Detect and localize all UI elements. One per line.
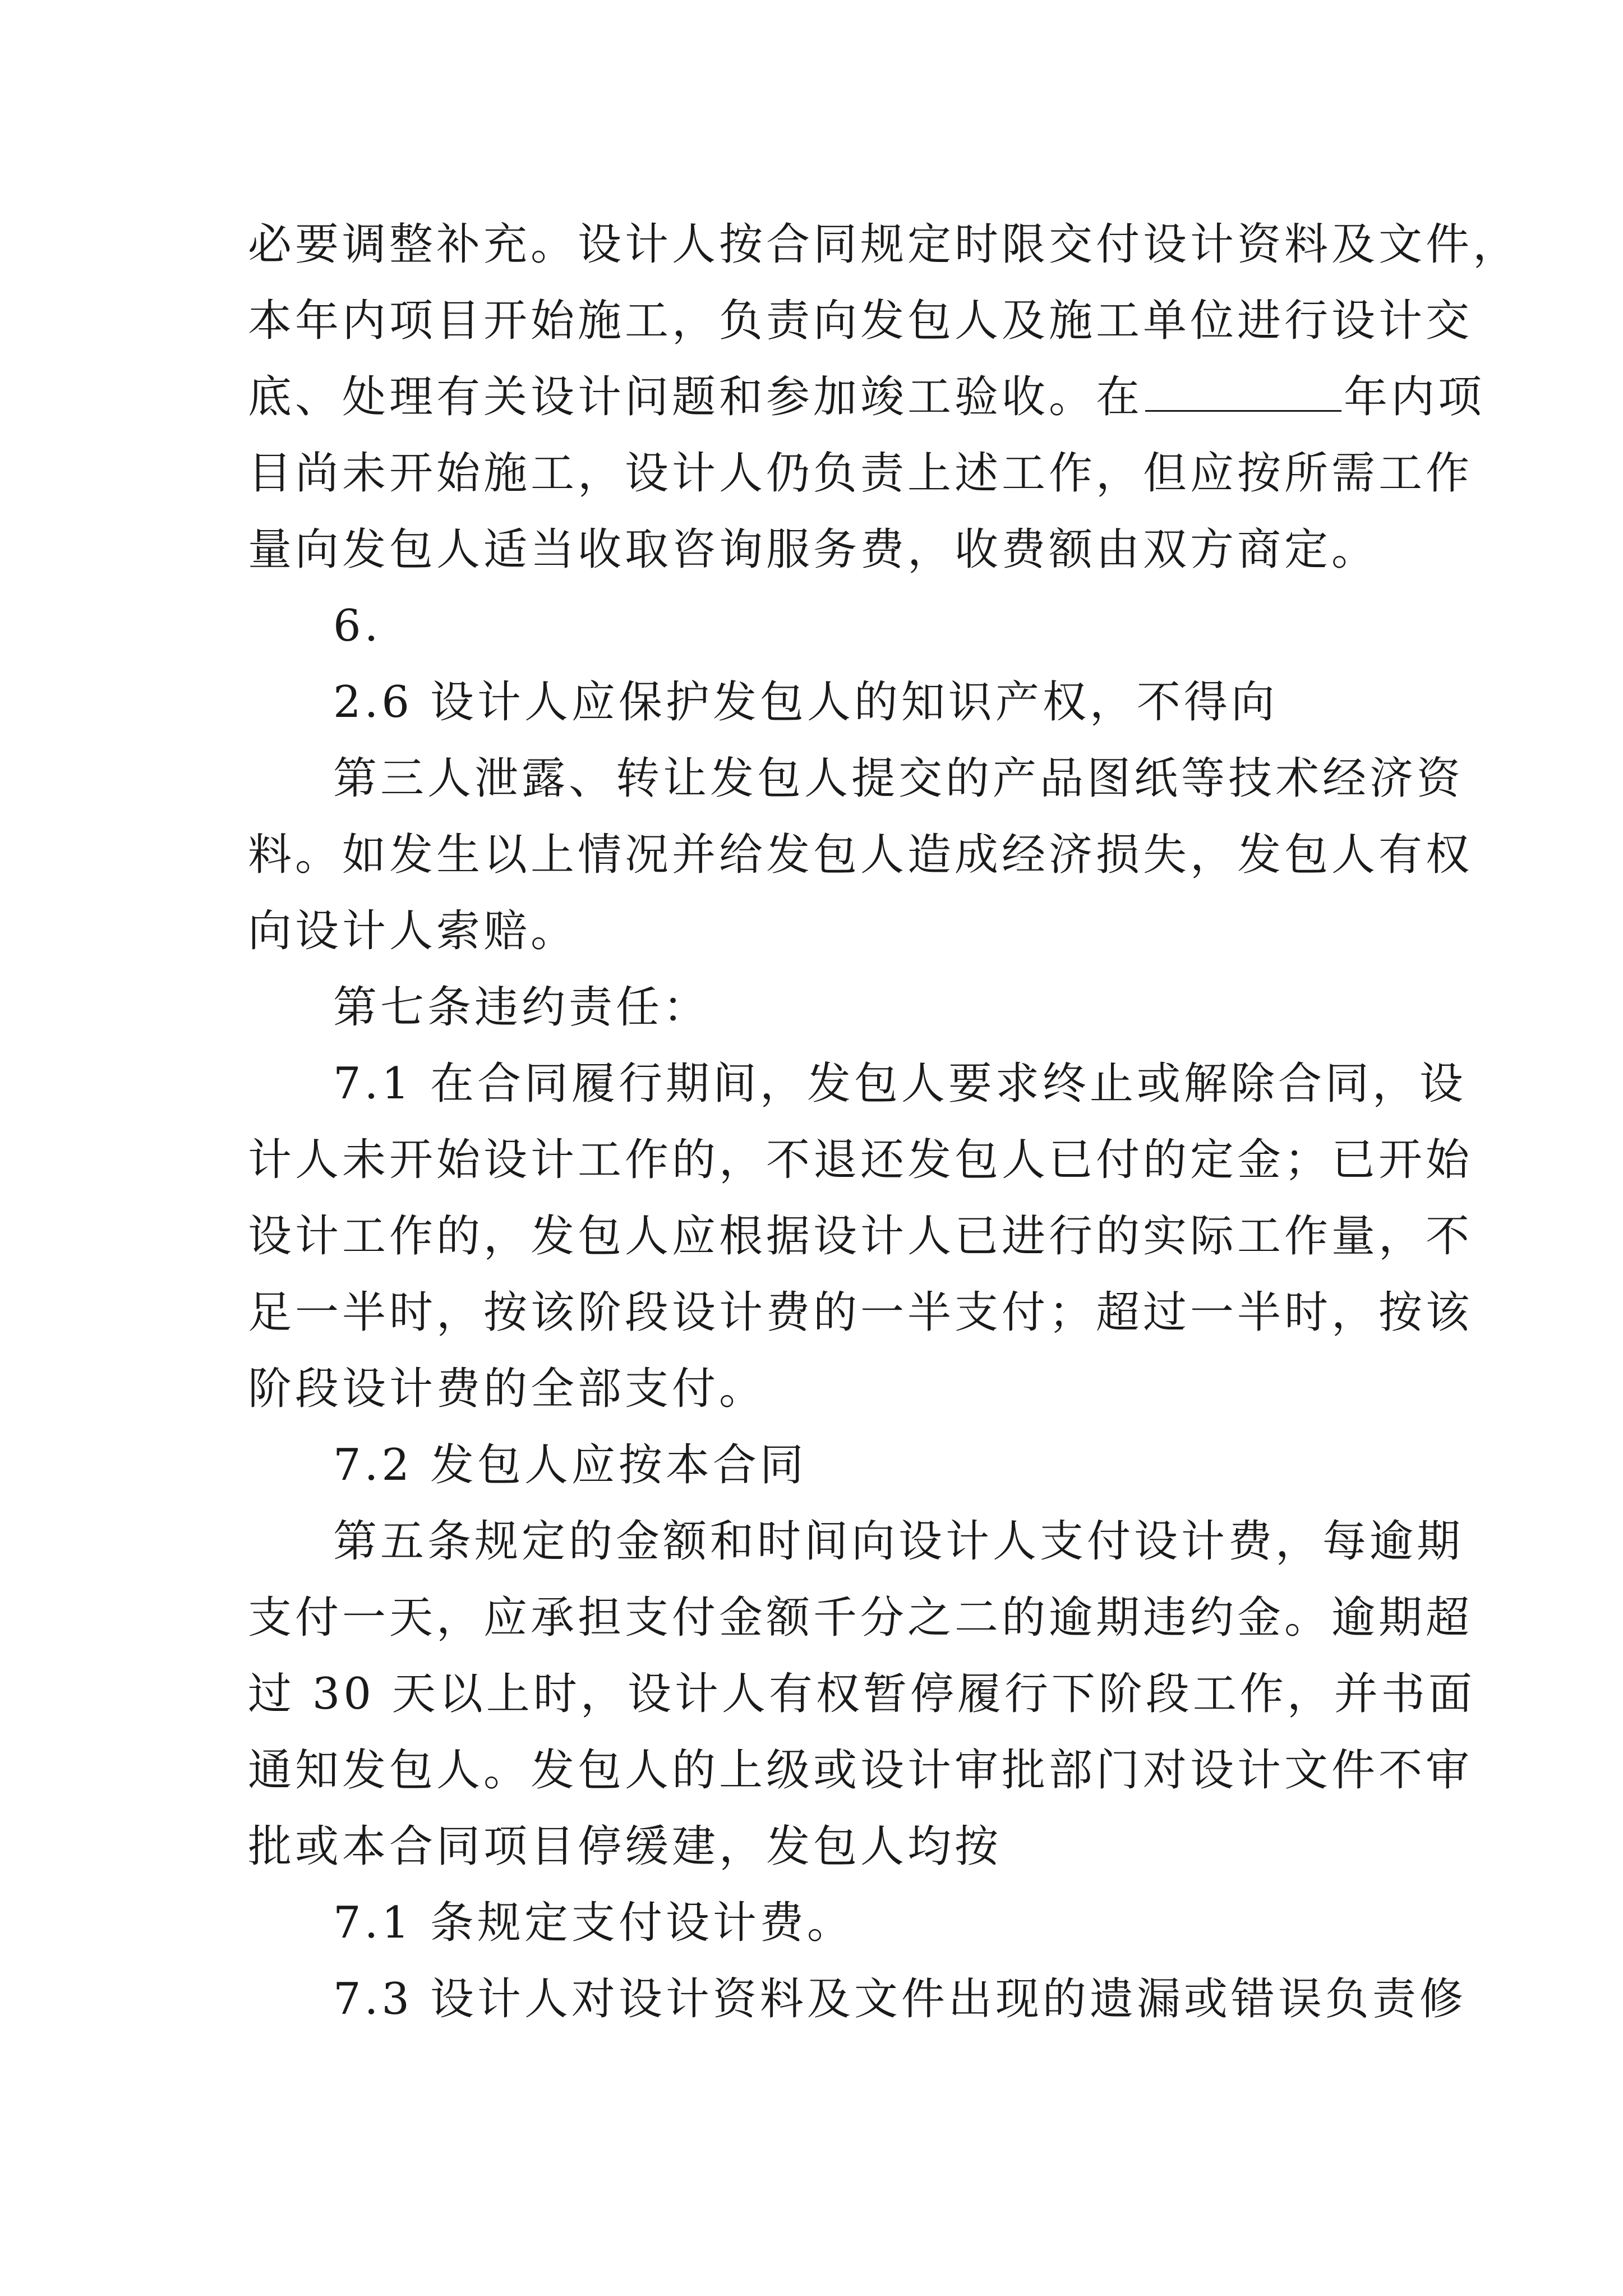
text-line: 足一半时，按该阶段设计费的一半支付；超过一半时，按该 xyxy=(248,1287,1473,1338)
text-line: 第三人泄露、转让发包人提交的产品图纸等技术经济资 xyxy=(333,753,1464,804)
document-body xyxy=(248,206,1520,2037)
text-line: 向设计人索赔。 xyxy=(248,906,578,956)
text-line: 过 30 天以上时，设计人有权暂停履行下阶段工作，并书面 xyxy=(248,1669,1476,1719)
text-segment: 年内项 xyxy=(1344,372,1486,422)
text-line: 计人未开始设计工作的，不退还发包人已付的定金；已开始 xyxy=(248,1135,1473,1185)
text-line: 料。如发生以上情况并给发包人造成经济损失，发包人有权 xyxy=(248,830,1473,880)
text-line: 通知发包人。发包人的上级或设计审批部门对设计文件不审 xyxy=(248,1745,1473,1796)
text-line: 目尚未开始施工，设计人仍负责上述工作，但应按所需工作 xyxy=(248,448,1473,499)
text-line: 7.2 发包人应按本合同 xyxy=(333,1440,807,1490)
text-line: 必要调整补充。设计人按合同规定时限交付设计资料及文件， xyxy=(248,219,1520,270)
text-line: 6. xyxy=(333,601,382,651)
text-line: 7.1 条规定支付设计费。 xyxy=(333,1898,854,1948)
text-line: 第五条规定的金额和时间向设计人支付设计费，每逾期 xyxy=(333,1516,1464,1567)
text-line: 2.6 设计人应保护发包人的知识产权，不得向 xyxy=(333,677,1278,728)
text-line: 批或本合同项目停缓建，发包人均按 xyxy=(248,1821,1002,1872)
text-line: 本年内项目开始施工，负责向发包人及施工单位进行设计交 xyxy=(248,296,1473,346)
text-line: 阶段设计费的全部支付。 xyxy=(248,1364,767,1414)
text-line: 7.1 在合同履行期间，发包人要求终止或解除合同，设 xyxy=(333,1059,1467,1109)
text-line: 7.3 设计人对设计资料及文件出现的遗漏或错误负责修 xyxy=(333,1974,1467,2024)
text-line-with-blank xyxy=(248,359,1486,435)
text-line: 支付一天，应承担支付金额千分之二的逾期违约金。逾期超 xyxy=(248,1593,1473,1643)
blank-underline xyxy=(1145,371,1341,412)
text-segment: 底、处理有关设计问题和参加竣工验收。在 xyxy=(248,372,1144,422)
text-line: 设计工作的，发包人应根据设计人已进行的实际工作量，不 xyxy=(248,1211,1473,1262)
text-line: 量向发包人适当收取咨询服务费，收费额由双方商定。 xyxy=(248,524,1379,575)
section-heading: 第七条违约责任： xyxy=(333,982,711,1033)
